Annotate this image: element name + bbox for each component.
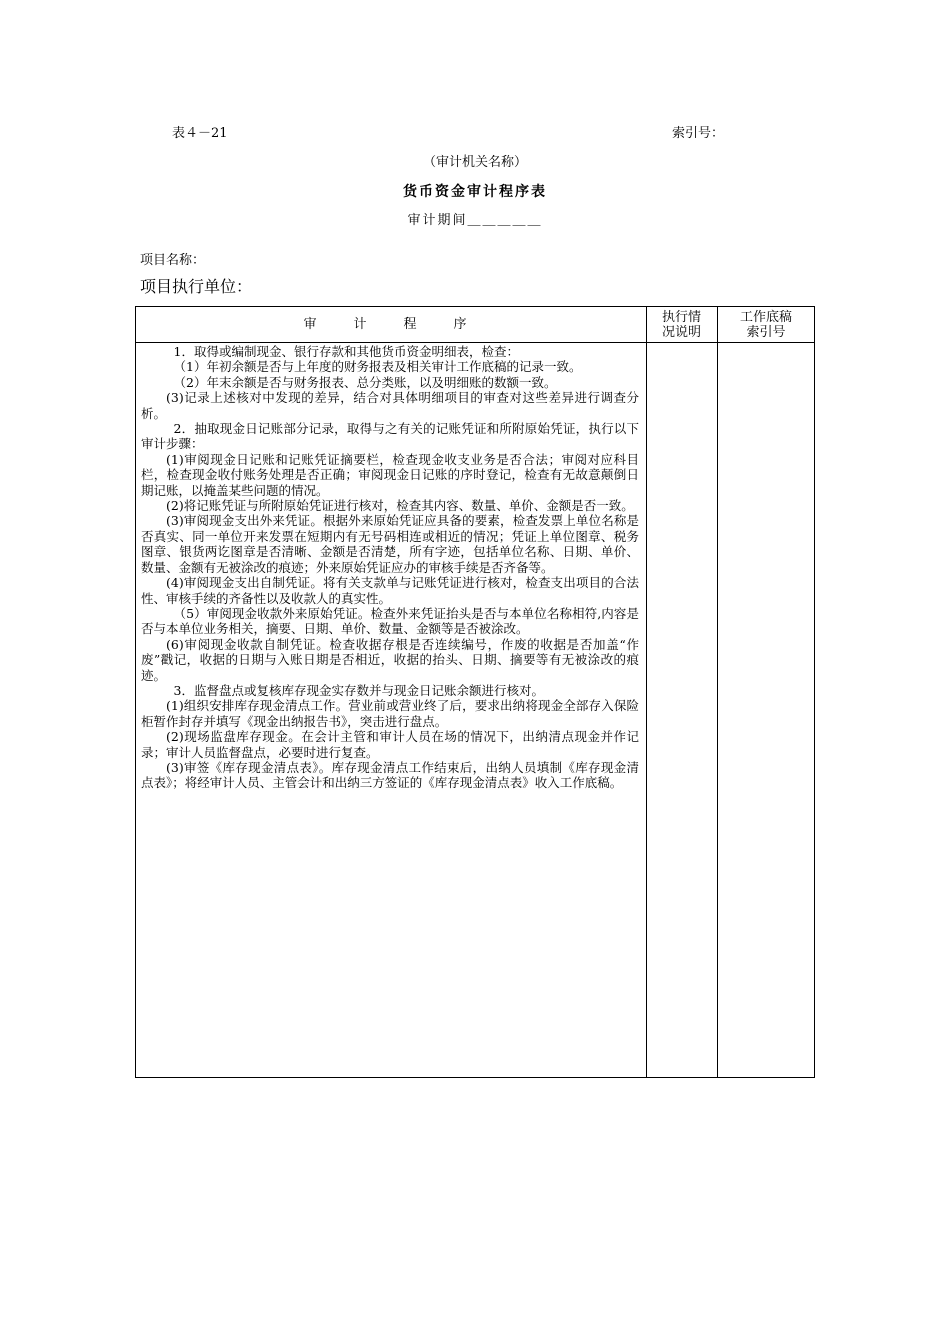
procedure-item: （1）年初余额是否与上年度的财务报表及相关审计工作底稿的记录一致。 xyxy=(173,359,582,375)
audit-procedure-table xyxy=(135,306,815,1078)
table-number: 表４－21 xyxy=(172,126,228,141)
procedure-item: (3)审签《库存现金清点表》。库存现金清点工作结束后，出纳人员填制《库存现金清点表》；将经审计人员、主管会计和出纳三方签证的《库存现金清点表》收入工作底稿。 xyxy=(141,759,639,791)
header-execution-line1: 执行情 xyxy=(661,310,701,325)
procedure-item: 1．取得或编制现金、银行存款和其他货币资金明细表，检查： xyxy=(173,344,519,359)
procedure-item: (3)记录上述核对中发现的差异，结合对具体明细项目的审查对这些差异进行调查分析。 xyxy=(141,390,639,421)
procedure-item: (2)现场监盘库存现金。在会计主管和审计人员在场的情况下，出纳清点现金并作记录；审计人员监督盘点，必要时进行复查。 xyxy=(141,729,639,760)
procedure-item: （2）年末余额是否与财务报表、总分类账，以及明细账的数额一致。 xyxy=(173,374,557,390)
procedure-item: 3．监督盘点或复核库存现金实存数并与现金日记账余额进行核对。 xyxy=(173,682,544,698)
procedure-item: （5）审阅现金收款外来原始凭证。检查外来凭证抬头是否与本单位名称相符,内容是否与本单位业务相关，摘要、日期、单价、数量、金额等是否被涂改。 xyxy=(141,605,639,637)
header-execution-notes xyxy=(646,307,717,342)
procedure-item: (3)审阅现金支出外来凭证。根据外来原始凭证应具备的要素，检查发票上单位名称是否真实、同一单位开来发票在短期内有无号码相连或相近的情况；凭证上单位图章、税务图章、银货两讫图章是否清晰、金额是否清楚，所有字迹，包括单位名称、日期、单价、数量、金额有无被涂改的痕迹；外来原始凭证应办的审核手续是否齐备等。 xyxy=(141,513,639,575)
procedure-item: (6)审阅现金收款自制凭证。检查收据存根是否连续编号，作废的收据是否加盖“作废”戳记，收据的日期与入账日期是否相近，收据的抬头、日期、摘要等有无被涂改的痕迹。 xyxy=(141,636,639,683)
index-number-label: 索引号： xyxy=(672,126,725,141)
procedure-item: 2．抽取现金日记账部分记录，取得与之有关的记账凭证和所附原始凭证，执行以下审计步骤： xyxy=(141,421,639,452)
audit-period: 审计期间＿＿＿＿＿ xyxy=(407,213,543,228)
audit-org-name: （审计机关名称） xyxy=(422,155,527,170)
header-execution-line2: 况说明 xyxy=(661,325,701,340)
procedure-item: (1)审阅现金日记账和记账凭证摘要栏，检查现金收支业务是否合法；审阅对应科目栏，检查现金收付账务处理是否正确；审阅现金日记账的序时登记，检查有无故意颠倒日期记账，以掩盖某些问题的情况。 xyxy=(141,451,639,498)
procedure-item: (4)审阅现金支出自制凭证。将有关支款单与记账凭证进行核对，检查支出项目的合法性、审核手续的齐备性以及收款人的真实性。 xyxy=(141,575,639,606)
procedure-content xyxy=(141,344,639,791)
header-audit-procedure: 审 计 程 序 xyxy=(303,317,479,332)
header-workpaper-line2: 索引号 xyxy=(746,325,786,340)
project-name-label: 项目名称： xyxy=(140,253,206,268)
header-workpaper-index xyxy=(717,307,815,342)
header-workpaper-line1: 工作底稿 xyxy=(739,310,792,325)
execution-unit-label: 项目执行单位： xyxy=(140,277,253,296)
procedure-item: (1)组织安排库存现金清点工作。营业前或营业终了后，要求出纳将现金全部存入保险柜暂作封存并填写《现金出纳报告书》，突击进行盘点。 xyxy=(141,698,639,729)
procedure-item: (2)将记账凭证与所附原始凭证进行核对，检查其内容、数量、单价、金额是否一致。 xyxy=(166,498,634,514)
document-title: 货币资金审计程序表 xyxy=(403,184,547,200)
column-divider xyxy=(646,307,647,1077)
header-divider xyxy=(136,342,814,343)
column-divider xyxy=(717,307,718,1077)
